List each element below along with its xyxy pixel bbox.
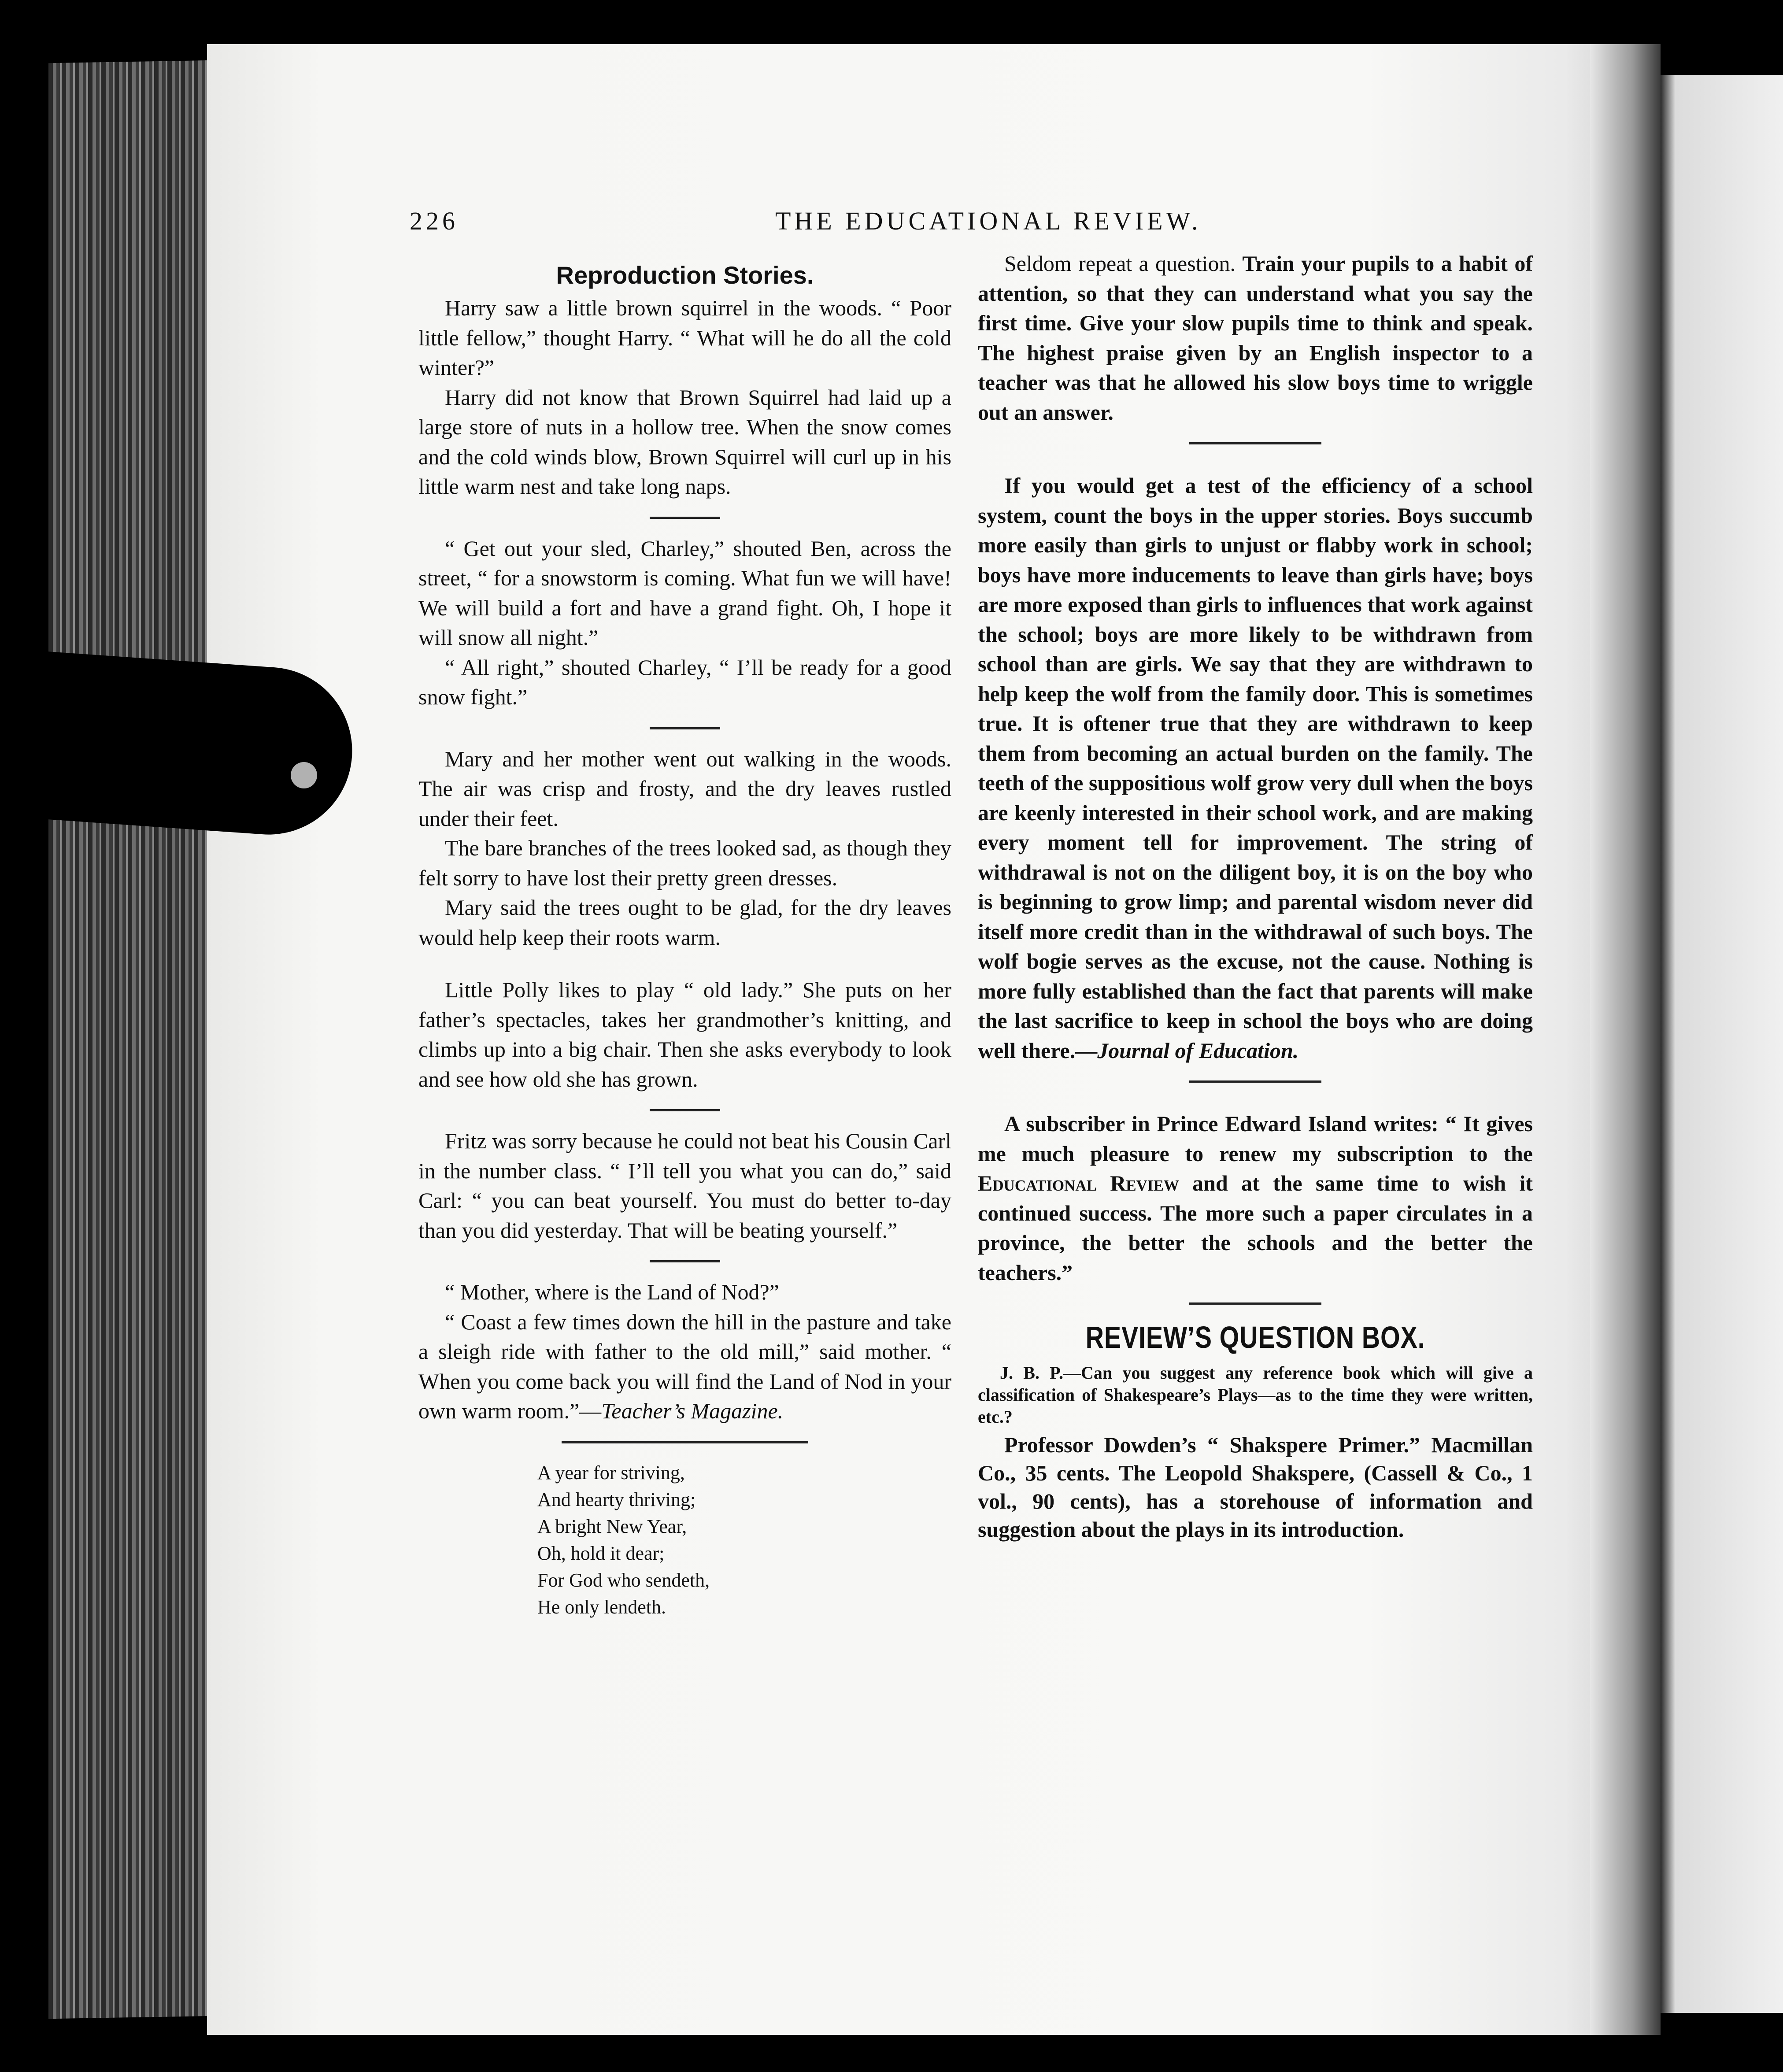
story-paragraph: “ Get out your sled, Charley,” shouted Ben, across the street, “ for a snowstorm is coming. What fun we will have! We will build a fort and have a grand fight. Oh, I hope it will snow all night.” (418, 536, 951, 650)
divider (650, 727, 720, 729)
story-paragraph: Little Polly likes to play “ old lady.” She puts on her father’s spectacles, takes her grandmother’s knitting, and climbs up into a big chair. Then she asks everybody to look and see how old she has grown. (418, 977, 951, 1092)
article-text-plain: Seldom repeat a question. (1004, 251, 1236, 276)
story-paragraph: “ Mother, where is the Land of Nod?” (445, 1280, 779, 1304)
spacer (418, 964, 951, 975)
story-text: “ Coast a few times down the hill in the pasture and take a sleigh ride with father to the old mill,” said mother. “ When you come back you will find the Land of Nod in your own warm room.”— (418, 1309, 951, 1423)
story-paragraph (418, 1307, 951, 1426)
story-paragraph: “ All right,” shouted Charley, “ I’ll be ready for a good snow fight.” (418, 655, 951, 709)
running-title: THE EDUCATIONAL REVIEW. (775, 207, 1202, 235)
thumb-shadow (0, 649, 358, 840)
story-paragraph: Fritz was sorry because he could not beat his Cousin Carl in the number class. “ I’ll tell you what you can do,” said Carl: “ you can beat yourself. You must do better to-day than you did yesterday. That will be beating yourself.” (418, 1128, 951, 1243)
divider (650, 517, 720, 519)
article-source: Journal of Education. (1097, 1038, 1299, 1063)
subscriber-letter (978, 1109, 1533, 1288)
poem-line: He only lendeth. (537, 1596, 666, 1618)
story-paragraph: Harry did not know that Brown Squirrel had laid up a large store of nuts in a hollow tree. When the snow comes and the cold winds blow, Brown Squirrel will curl up in his little warm nest and take long naps. (418, 385, 951, 499)
divider (1189, 442, 1321, 444)
article-paragraph (978, 471, 1533, 1066)
thumbnail-glint (291, 762, 317, 788)
background-dark (0, 0, 48, 2072)
article-paragraph (978, 249, 1533, 427)
story-source: Teacher’s Magazine. (601, 1399, 784, 1423)
poem (537, 1459, 951, 1621)
story-paragraph: The bare branches of the trees looked sad, as though they felt sorry to have lost their pretty green dresses. (418, 836, 951, 890)
question-box-heading: REVIEW’S QUESTION BOX. (1085, 1320, 1425, 1354)
book-page-edges (48, 60, 216, 2019)
spacer (418, 952, 951, 964)
letter-text-b: and at the same time to wish it continued success. The more such a paper circulates in a province, the better the schools and the better the teachers.” (978, 1171, 1533, 1285)
poem-line: A bright New Year, (537, 1515, 687, 1537)
letter-text-a: A subscriber in Prince Edward Island writes: “ It gives me much pleasure to renew my subscription to the (978, 1111, 1533, 1166)
poem-line: Oh, hold it dear; (537, 1542, 665, 1564)
page-number: 226 (410, 207, 459, 235)
question-box-answer (978, 1431, 1533, 1543)
section-heading: Reproduction Stories. (556, 261, 814, 289)
book-gutter (1590, 44, 1661, 2035)
question-text: J. B. P.—Can you suggest any reference book which will give a classification of Shakespeare’s Plays—as to the time they were written, etc.? (978, 1363, 1533, 1427)
question-box-question (978, 1362, 1533, 1428)
story-paragraph: Mary and her mother went out walking in the woods. The air was crisp and frosty, and the dry leaves rustled under their feet. (418, 746, 951, 831)
right-column (978, 249, 1533, 1543)
spacer (978, 1098, 1533, 1109)
spacer (978, 459, 1533, 471)
story-paragraph: Harry saw a little brown squirrel in the woods. “ Poor little fellow,” thought Harry. “ What will he do all the cold winter?” (418, 296, 951, 380)
running-header (410, 206, 1533, 246)
divider (1189, 1080, 1321, 1083)
poem-line: For God who sendeth, (537, 1569, 710, 1591)
divider (650, 1109, 720, 1111)
divider (562, 1441, 808, 1443)
facing-page-edge (1661, 75, 1783, 2013)
article-text-bold: Train your pupils to a habit of attention, so that they can understand what you say the first time. Give your slow pupils time to think and speak. The highest praise given by an English inspector to a teacher was that he allowed his slow boys time to wriggle out an answer. (978, 251, 1533, 425)
divider (650, 1260, 720, 1262)
divider (1189, 1302, 1321, 1305)
story-paragraph: Mary said the trees ought to be glad, for the dry leaves would help keep their roots warm. (418, 895, 951, 950)
answer-text: Professor Dowden’s “ Shakspere Primer.” Macmillan Co., 35 cents. The Leopold Shakspere, (Cassell & Co., 1 vol., 90 cents), has a storehouse of information and suggestion about the plays in its introduction. (978, 1432, 1533, 1542)
left-column (418, 260, 951, 1621)
poem-line: And hearty thriving; (537, 1488, 696, 1510)
article-text: If you would get a test of the efficiency of a school system, count the boys in the upper stories. Boys succumb more easily than girls to unjust or flabby work in school; boys have more inducements to leave than girls have; boys are more exposed than girls to influences that work against the school; boys are more likely to be withdrawn from school than are girls. We say that they are withdrawn to help keep the wolf from the family door. This is sometimes true. It is oftener true that they are withdrawn to keep them from becoming an actual burden on the family. The teeth of the suppositious wolf grow very dull when the boys are keenly interested in their school work, and are making every moment tell for improvement. The string of withdrawal is not on the diligent boy, it is on the boy who is beginning to grow limp; and parental wisdom never did itself more credit than in the withdrawal of such boys. The wolf bogie serves as the excuse, not the cause. Nothing is more fully established than the fact that parents will make the last sacrifice to keep in school the boys who are doing well there.— (978, 473, 1533, 1063)
magazine-name: Educational Review (978, 1171, 1179, 1195)
poem-line: A year for striving, (537, 1462, 685, 1484)
